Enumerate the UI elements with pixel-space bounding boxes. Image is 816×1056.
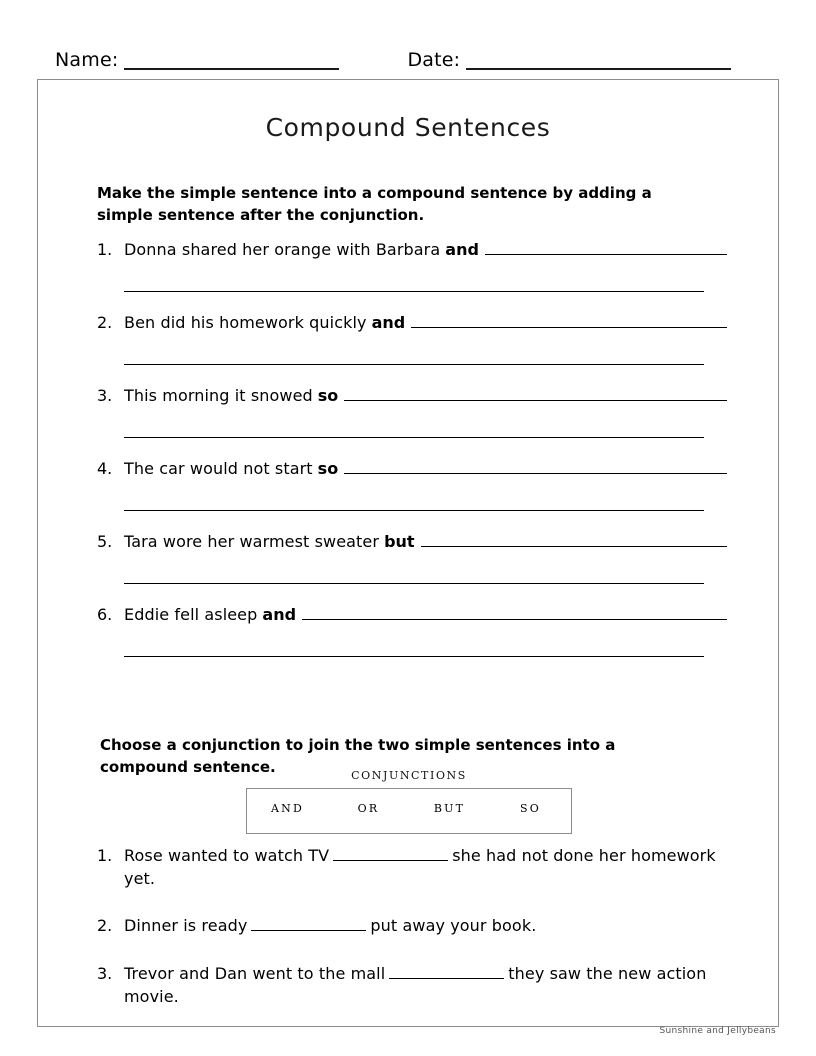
worksheet-frame [37,79,779,1027]
answer-blank-line-1[interactable] [485,241,727,255]
question-text-after: put away your book. [370,916,537,936]
answer-blank-line-1[interactable] [344,387,727,401]
conjunction-answer-blank[interactable] [389,966,504,979]
question-item [97,313,727,365]
question-text-after: they saw the new action movie. [124,963,707,1006]
question-line-primary [97,459,727,478]
section-two-questions [97,844,727,1032]
question-conjunction: and [445,240,479,259]
section-one-instructions: Make the simple sentence into a compound sentence by adding a simple sentence after the conjunction. [97,184,652,224]
question-text: Eddie fell asleep [124,605,258,624]
question-line-primary [97,240,727,259]
question-number: 2. [97,916,113,936]
answer-blank-line-2[interactable] [124,643,704,657]
section-one-questions [97,240,727,678]
question-item [97,386,727,438]
question-item [97,605,727,657]
question-text: Tara wore her warmest sweater [124,532,380,551]
question-item [97,532,727,584]
question-line-primary [97,532,727,551]
answer-blank-line-1[interactable] [344,460,727,474]
list-item [97,844,727,890]
question-number: 1. [97,846,113,865]
answer-blank-line-2[interactable] [124,351,704,365]
question-number: 6. [97,605,113,624]
date-write-line[interactable] [466,54,731,70]
question-conjunction: but [384,532,415,551]
name-field[interactable] [55,51,339,70]
conjunction-option-but[interactable]: BUT [433,802,466,815]
conjunctions-box [246,788,572,834]
question-body [124,962,727,1008]
footer-credit: Sunshine and Jellybeans [659,1026,776,1036]
question-text: This morning it snowed [124,386,313,405]
date-label: Date: [407,49,461,71]
answer-blank-line-2[interactable] [124,424,704,438]
question-line-primary [97,313,727,332]
conjunction-answer-blank[interactable] [333,848,448,861]
conjunction-answer-blank[interactable] [251,918,366,931]
question-number: 3. [97,963,113,983]
question-text-after: she had not done her homework yet. [124,846,716,889]
question-conjunction: so [317,459,339,478]
answer-blank-line-1[interactable] [302,606,727,620]
question-conjunction: and [262,605,297,624]
conjunction-option-so[interactable]: SO [520,802,541,815]
question-line-primary [97,386,727,405]
question-conjunction: so [317,386,339,405]
date-field[interactable] [407,51,731,70]
name-write-line[interactable] [124,54,339,70]
answer-blank-line-2[interactable] [124,570,704,584]
question-conjunction: and [371,313,406,332]
question-body [124,844,727,890]
answer-blank-line-1[interactable] [411,314,727,328]
header-fields [55,40,761,70]
question-text-before: Dinner is ready [124,916,248,936]
question-text: Ben did his homework quickly [124,313,367,332]
conjunction-option-or[interactable]: OR [357,802,380,815]
answer-blank-line-1[interactable] [421,533,727,547]
question-number: 3. [97,386,113,405]
question-text: The car would not start [124,459,313,478]
section-two-instructions: Choose a conjunction to join the two simple sentences into a compound sentence. [100,736,616,776]
answer-blank-line-2[interactable] [124,278,704,292]
question-text-before: Rose wanted to watch TV [124,846,330,865]
conjunctions-word-bank [246,769,572,834]
conjunction-option-and[interactable]: AND [271,802,304,815]
list-item [97,914,727,937]
question-text: Donna shared her orange with Barbara [124,240,441,259]
question-line-primary [97,605,727,624]
question-body [124,914,727,937]
conjunctions-caption: CONJUNCTIONS [351,769,467,782]
question-number: 5. [97,532,113,551]
question-text-before: Trevor and Dan went to the mall [124,963,386,983]
question-number: 1. [97,240,113,259]
question-item [97,240,727,292]
answer-blank-line-2[interactable] [124,497,704,511]
name-label: Name: [55,49,119,71]
question-item [97,459,727,511]
list-item [97,962,727,1008]
question-number: 4. [97,459,113,478]
question-number: 2. [97,313,113,332]
page-title: Compound Sentences [265,113,551,142]
